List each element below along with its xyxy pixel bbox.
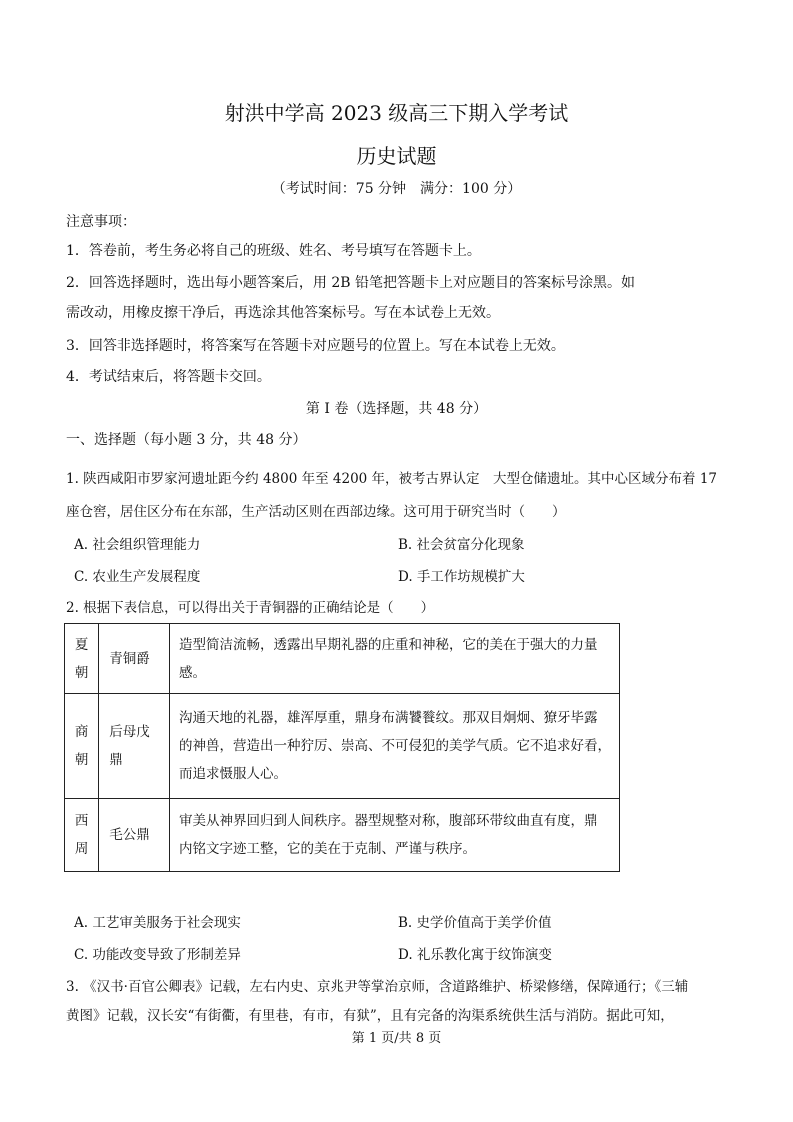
bronze-table: [64, 623, 620, 872]
subject-title: 历史试题: [356, 144, 437, 168]
q1-stem-line2: 座仓窖，居住区分布在东部，生产活动区则在西部边缘。这可用于研究当时（ ）: [66, 504, 566, 520]
artifact-name-cell: 青铜爵: [99, 624, 170, 694]
q3-stem-line2: 黄图》记载，汉长安“有街衢，有里巷，有市，有狱”，且有完备的沟渠系统供生活与消防。据此可知，: [66, 1008, 674, 1024]
table-row: [65, 624, 620, 694]
dynasty-cell: 商 朝: [65, 694, 99, 799]
notice-item: 3．回答非选择题时，将答案写在答题卡对应题号的位置上。写在本试卷上无效。: [66, 338, 565, 354]
table-row: [65, 799, 620, 872]
q1-option-d: D. 手工作坊规模扩大: [398, 569, 525, 585]
q1-option-c: C. 农业生产发展程度: [74, 569, 201, 585]
notice-item: 4．考试结束后，将答题卡交回。: [66, 369, 271, 385]
q1-option-a: A. 社会组织管理能力: [74, 537, 201, 553]
q2-option-d: D. 礼乐教化寓于纹饰演变: [398, 947, 552, 963]
description-cell: 沟通天地的礼器，雄浑厚重，鼎身布满饕餮纹。那双目炯炯、獠牙毕露 的神兽，营造出一种狞厉、崇高、不可侵犯的美学气质。它不追求好看， 而追求慑服人心。: [170, 694, 620, 799]
section-heading: 一、选择题（每小题 3 分，共 48 分）: [66, 432, 307, 448]
q2-option-c: C. 功能改变导致了形制差异: [74, 947, 241, 963]
notice-heading: 注意事项：: [66, 214, 136, 230]
q2-option-a: A. 工艺审美服务于社会现实: [74, 915, 241, 931]
description-cell: 造型简洁流畅，透露出早期礼器的庄重和神秘，它的美在于强大的力量 感。: [170, 624, 620, 694]
table-row: [65, 694, 620, 799]
q3-stem-line1: 3. 《汉书·百官公卿表》记载，左右内史、京兆尹等掌治京师，含道路维护、桥梁修缮，保障通行；《三辅: [66, 979, 689, 995]
notice-item: 2．回答选择题时，选出每小题答案后，用 2B 铅笔把答题卡上对应题目的答案标号涂黑。如: [66, 275, 636, 291]
q1-option-b: B. 社会贫富分化现象: [398, 537, 525, 553]
dynasty-cell: 西 周: [65, 799, 99, 872]
description-cell: 审美从神界回归到人间秩序。器型规整对称，腹部环带纹曲直有度，鼎 内铭文字迹工整，它的美在于克制、严谨与秩序。: [170, 799, 620, 872]
exam-title: 射洪中学高 2023 级高三下期入学考试: [224, 101, 569, 125]
artifact-name-cell: 毛公鼎: [99, 799, 170, 872]
notice-item: 需改动，用橡皮擦干净后，再选涂其他答案标号。写在本试卷上无效。: [66, 305, 500, 321]
q1-stem-line1: 1. 陕西咸阳市罗家河遗址距今约 4800 年至 4200 年，被考古界认定 大型仓储遗址。其中心区域分布着 17: [66, 471, 718, 487]
q2-stem: 2. 根据下表信息，可以得出关于青铜器的正确结论是（ ）: [66, 600, 435, 616]
page-number: 第 1 页/共 8 页: [351, 1031, 442, 1046]
exam-info: （考试时间：75 分钟 满分：100 分）: [271, 181, 522, 197]
volume-heading: 第 I 卷（选择题，共 48 分）: [305, 401, 488, 417]
artifact-name-cell: 后母戊 鼎: [99, 694, 170, 799]
dynasty-cell: 夏 朝: [65, 624, 99, 694]
q2-option-b: B. 史学价值高于美学价值: [398, 915, 552, 931]
notice-item: 1．答卷前，考生务必将自己的班级、姓名、考号填写在答题卡上。: [66, 243, 481, 259]
